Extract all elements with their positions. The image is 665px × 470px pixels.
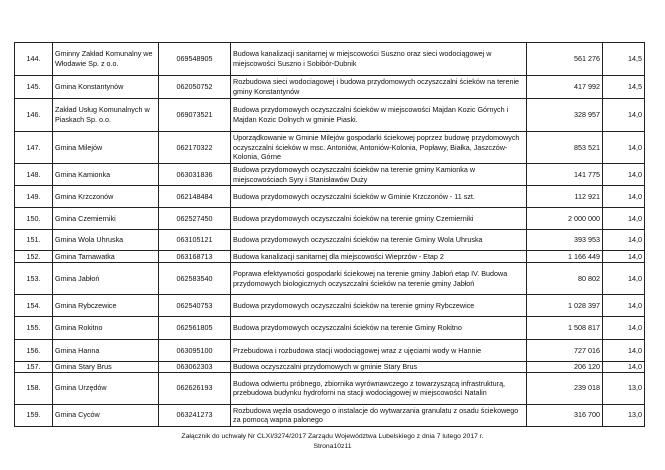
score-cell: 14,0 bbox=[603, 208, 645, 230]
project-description-cell: Rozbudowa węzła osadowego o instalacje do wytwarzania granulatu z osadu ściekowego za pomocą wapna palonego bbox=[231, 404, 527, 426]
row-number-cell: 158. bbox=[15, 372, 53, 404]
regon-cell: 062583540 bbox=[159, 263, 231, 295]
table-row bbox=[15, 99, 645, 132]
row-number-cell: 144. bbox=[15, 43, 53, 76]
amount-cell: 316 700 bbox=[527, 404, 603, 426]
score-cell: 14,5 bbox=[603, 43, 645, 76]
row-number-cell: 148. bbox=[15, 164, 53, 186]
project-description-cell: Budowa przydomowych oczyszczalni ścieków na terenie gminy Czemierniki bbox=[231, 208, 527, 230]
table-row bbox=[15, 230, 645, 251]
regon-cell: 063105121 bbox=[159, 230, 231, 251]
beneficiary-name-cell: Gmina Cyców bbox=[53, 404, 159, 426]
regon-cell: 063095100 bbox=[159, 340, 231, 362]
score-cell: 14,0 bbox=[603, 99, 645, 132]
row-number-cell: 153. bbox=[15, 263, 53, 295]
table-row bbox=[15, 372, 645, 404]
row-number-cell: 156. bbox=[15, 340, 53, 362]
score-cell: 14,0 bbox=[603, 164, 645, 186]
amount-cell: 853 521 bbox=[527, 132, 603, 164]
score-cell: 14,5 bbox=[603, 76, 645, 99]
amount-cell: 561 276 bbox=[527, 43, 603, 76]
projects-table bbox=[14, 42, 645, 427]
project-description-cell: Uporządkowanie w Gminie Milejów gospodarki ściekowej poprzez budowę przydomowych oczyszczalni ścieków w msc. Antoniów, Antoniów-Kolonia, Popławy, Białka, Jaszczów-Kolonia, Górne bbox=[231, 132, 527, 164]
score-cell: 14,0 bbox=[603, 295, 645, 317]
row-number-cell: 146. bbox=[15, 99, 53, 132]
amount-cell: 393 953 bbox=[527, 230, 603, 251]
row-number-cell: 152. bbox=[15, 251, 53, 263]
amount-cell: 417 992 bbox=[527, 76, 603, 99]
amount-cell: 328 957 bbox=[527, 99, 603, 132]
amount-cell: 239 018 bbox=[527, 372, 603, 404]
project-description-cell: Budowa przydomowych oczyszczalni ścieków w Gminie Krzczonów - 11 szt. bbox=[231, 186, 527, 208]
table-row bbox=[15, 164, 645, 186]
beneficiary-name-cell: Gmina Kamionka bbox=[53, 164, 159, 186]
projects-table-body bbox=[15, 43, 645, 427]
row-number-cell: 155. bbox=[15, 317, 53, 340]
row-number-cell: 145. bbox=[15, 76, 53, 99]
regon-cell: 062148484 bbox=[159, 186, 231, 208]
table-row bbox=[15, 404, 645, 426]
beneficiary-name-cell: Gmina Rybczewice bbox=[53, 295, 159, 317]
beneficiary-name-cell: Gmina Czemierniki bbox=[53, 208, 159, 230]
score-cell: 14,0 bbox=[603, 340, 645, 362]
beneficiary-name-cell: Gmina Milejów bbox=[53, 132, 159, 164]
beneficiary-name-cell: Gminny Zakład Komunalny we Włodawie Sp. z o.o. bbox=[53, 43, 159, 76]
regon-cell: 062527450 bbox=[159, 208, 231, 230]
score-cell: 14,0 bbox=[603, 317, 645, 340]
table-row bbox=[15, 340, 645, 362]
score-cell: 14,0 bbox=[603, 132, 645, 164]
regon-cell: 069073521 bbox=[159, 99, 231, 132]
amount-cell: 727 016 bbox=[527, 340, 603, 362]
amount-cell: 141 775 bbox=[527, 164, 603, 186]
regon-cell: 063168713 bbox=[159, 251, 231, 263]
beneficiary-name-cell: Gmina Wola Uhruska bbox=[53, 230, 159, 251]
row-number-cell: 150. bbox=[15, 208, 53, 230]
row-number-cell: 154. bbox=[15, 295, 53, 317]
project-description-cell: Budowa przydomowych oczyszczalni ścieków na terenie Gminy Wola Uhruska bbox=[231, 230, 527, 251]
regon-cell: 063062303 bbox=[159, 362, 231, 373]
amount-cell: 80 802 bbox=[527, 263, 603, 295]
project-description-cell: Budowa przydomowych oczyszczalni ścieków na terenie gminy Rybczewice bbox=[231, 295, 527, 317]
table-row bbox=[15, 263, 645, 295]
project-description-cell: Budowa przydomowych oczyszczalni ścieków na terenie Gminy Rokitno bbox=[231, 317, 527, 340]
row-number-cell: 151. bbox=[15, 230, 53, 251]
regon-cell: 062561805 bbox=[159, 317, 231, 340]
beneficiary-name-cell: Gmina Hanna bbox=[53, 340, 159, 362]
score-cell: 13,0 bbox=[603, 372, 645, 404]
project-description-cell: Budowa oczyszczalni przydomowych w gminie Stary Brus bbox=[231, 362, 527, 373]
row-number-cell: 147. bbox=[15, 132, 53, 164]
beneficiary-name-cell: Gmina Krzczonów bbox=[53, 186, 159, 208]
score-cell: 14,0 bbox=[603, 362, 645, 373]
table-row bbox=[15, 251, 645, 263]
beneficiary-name-cell: Gmina Jabłoń bbox=[53, 263, 159, 295]
table-row bbox=[15, 43, 645, 76]
score-cell: 14,0 bbox=[603, 186, 645, 208]
amount-cell: 1 508 817 bbox=[527, 317, 603, 340]
footer-page-number: Strona10z11 bbox=[313, 443, 352, 450]
score-cell: 14,0 bbox=[603, 230, 645, 251]
project-description-cell: Poprawa efektywności gospodarki ściekowej na terenie gminy Jabłoń etap IV. Budowa przydomowych biologicznych oczyszczalni ścieków na terenie gminy Jabłoń bbox=[231, 263, 527, 295]
amount-cell: 112 921 bbox=[527, 186, 603, 208]
amount-cell: 2 000 000 bbox=[527, 208, 603, 230]
table-row bbox=[15, 76, 645, 99]
project-description-cell: Budowa odwiertu próbnego, zbiornika wyrównawczego z towarzyszącą infrastrukturą, przebudowa budynku hydroforni na stacji wodociągowej w miejscowości Natalin bbox=[231, 372, 527, 404]
amount-cell: 1 166 449 bbox=[527, 251, 603, 263]
beneficiary-name-cell: Zakład Usług Komunalnych w Piaskach Sp. o.o. bbox=[53, 99, 159, 132]
project-description-cell: Rozbudowa sieci wodociagowej i budowa przydomowych oczyszczalni ścieków na terenie gminy Konstantynów bbox=[231, 76, 527, 99]
regon-cell: 062170322 bbox=[159, 132, 231, 164]
footer-resolution-note: Załącznik do uchwały Nr CLXI/3274/2017 Zarządu Województwa Lubelskiego z dnia 7 lutego 2017 r. bbox=[181, 433, 484, 440]
row-number-cell: 159. bbox=[15, 404, 53, 426]
regon-cell: 063031836 bbox=[159, 164, 231, 186]
table-row bbox=[15, 186, 645, 208]
beneficiary-name-cell: Gmina Tarnawatka bbox=[53, 251, 159, 263]
project-description-cell: Przebudowa i rozbudowa stacji wodociągowej wraz z ujęciami wody w Hannie bbox=[231, 340, 527, 362]
table-row bbox=[15, 317, 645, 340]
regon-cell: 069548905 bbox=[159, 43, 231, 76]
table-row bbox=[15, 295, 645, 317]
table-row bbox=[15, 362, 645, 373]
score-cell: 13,0 bbox=[603, 404, 645, 426]
table-row bbox=[15, 208, 645, 230]
row-number-cell: 149. bbox=[15, 186, 53, 208]
regon-cell: 062540753 bbox=[159, 295, 231, 317]
project-description-cell: Budowa kanalizacji sanitarnej dla miejscowości Wieprzów - Etap 2 bbox=[231, 251, 527, 263]
regon-cell: 062626193 bbox=[159, 372, 231, 404]
row-number-cell: 157. bbox=[15, 362, 53, 373]
regon-cell: 063241273 bbox=[159, 404, 231, 426]
score-cell: 14,0 bbox=[603, 263, 645, 295]
beneficiary-name-cell: Gmina Konstantynów bbox=[53, 76, 159, 99]
table-row bbox=[15, 132, 645, 164]
project-description-cell: Budowa przydomowych oczyszczalni ścieków w miejscowości Majdan Kozic Górnych i Majdan Kozic Dolnych w gminie Piaski. bbox=[231, 99, 527, 132]
regon-cell: 062050752 bbox=[159, 76, 231, 99]
project-description-cell: Budowa przydomowych oczyszczalni ścieków na terenie gminy Kamionka w miejscowościach Syry i Stanisławów Duży bbox=[231, 164, 527, 186]
amount-cell: 1 028 397 bbox=[527, 295, 603, 317]
score-cell: 14,0 bbox=[603, 251, 645, 263]
beneficiary-name-cell: Gmina Rokitno bbox=[53, 317, 159, 340]
beneficiary-name-cell: Gmina Stary Brus bbox=[53, 362, 159, 373]
project-description-cell: Budowa kanalizacji sanitarnej w miejscowości Suszno oraz sieci wodociągowej w miejscowości Suszno i Sobibór-Dubnik bbox=[231, 43, 527, 76]
beneficiary-name-cell: Gmina Urzędów bbox=[53, 372, 159, 404]
amount-cell: 206 120 bbox=[527, 362, 603, 373]
